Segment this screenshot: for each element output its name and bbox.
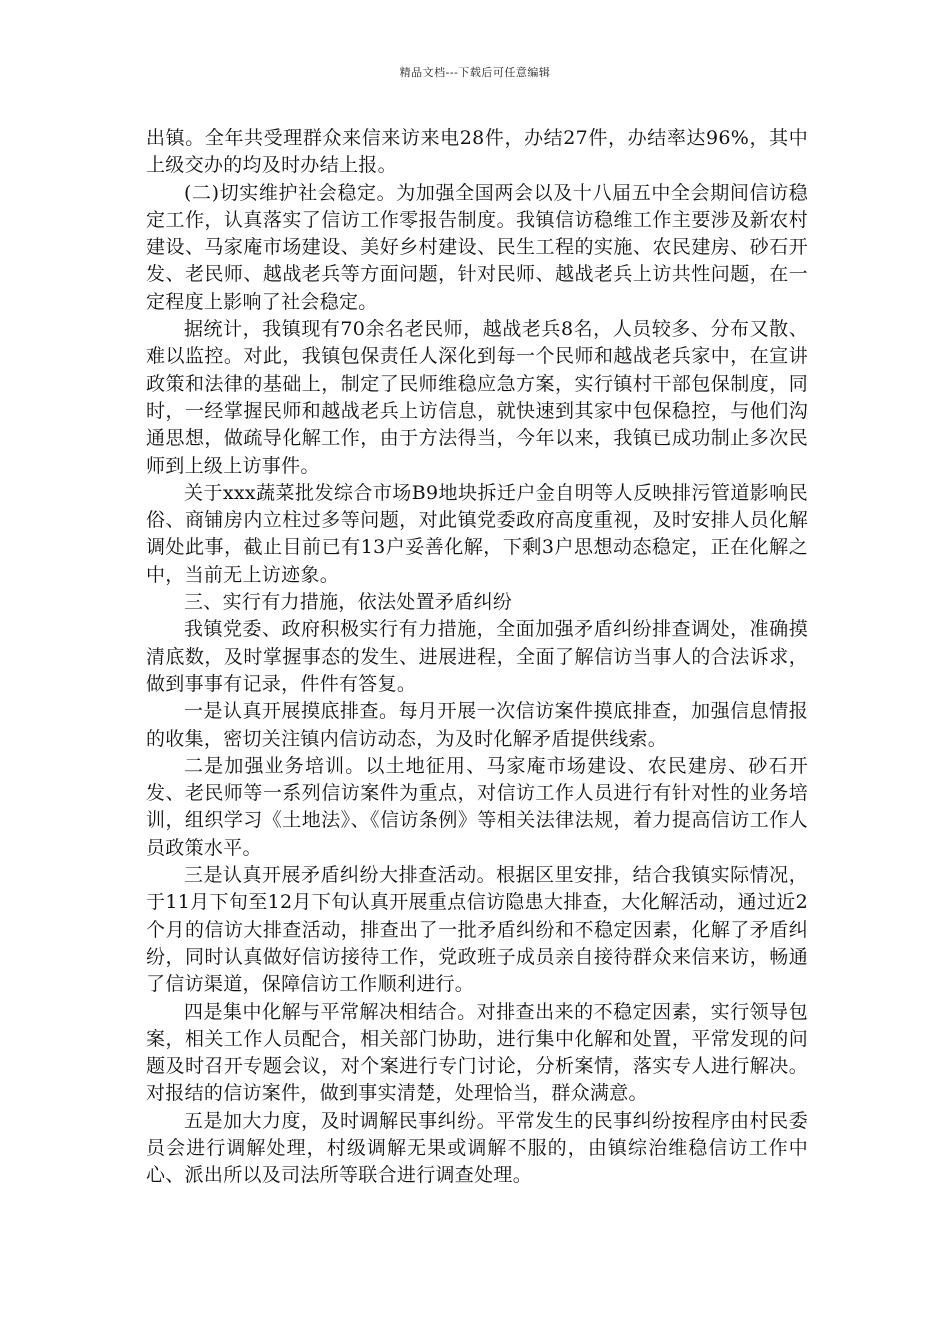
paragraph-10: 五是加大力度，及时调解民事纠纷。平常发生的民事纠纷按程序由村民委员会进行调解处理，村级调解无果或调解不服的，由镇综治维稳信访工作中心、派出所以及司法所等联合进行调查处理。 — [146, 1109, 808, 1187]
section-heading: 三、实行有力措施，依法处置矛盾纠纷 — [184, 591, 513, 614]
paragraph-9: 四是集中化解与平常解决相结合。对排查出来的不稳定因素，实行领导包案，相关工作人员配合，相关部门协助，进行集中化解和处置，平常发现的问题及时召开专题会议，对个案进行专门讨论，分析案情，落实专人进行解决。对报结的信访案件，做到事实清楚，处理恰当，群众满意。 — [146, 1000, 808, 1105]
document-body — [146, 125, 808, 1190]
paragraph-2: (二)切实维护社会稳定。为加强全国两会以及十八届五中全会期间信访稳定工作，认真落实了信访工作零报告制度。我镇信访稳维工作主要涉及新农村建设、马家庵市场建设、美好乡村建设、民生工程的实施、农民建房、砂石开发、老民师、越战老兵等方面问题，针对民师、越战老兵上访共性问题，在一定程度上影响了社会稳定。 — [146, 181, 808, 313]
page-header: 精品文档---下载后可任意编辑 — [399, 66, 551, 79]
paragraph-7: 二是加强业务培训。以土地征用、马家庵市场建设、农民建房、砂石开发、老民师等一系列信访案件为重点，对信访工作人员进行有针对性的业务培训，组织学习《土地法》、《信访条例》等相关法律法规，着力提高信访工作人员政策水平。 — [146, 754, 808, 859]
paragraph-1: 出镇。全年共受理群众来信来访来电28件，办结27件，办结率达96%，其中上级交办的均及时办结上报。 — [146, 127, 808, 177]
paragraph-3: 据统计，我镇现有70余名老民师，越战老兵8名，人员较多、分布又散、难以监控。对此，我镇包保责任人深化到每一个民师和越战老兵家中，在宣讲政策和法律的基础上，制定了民师维稳应急方案，实行镇村干部包保制度，同时，一经掌握民师和越战老兵上访信息，就快速到其家中包保稳控，与他们沟通思想，做疏导化解工作，由于方法得当，今年以来，我镇已成功制止多次民师到上级上访事件。 — [146, 318, 808, 477]
paragraph-8: 三是认真开展矛盾纠纷大排查活动。根据区里安排，结合我镇实际情况，于11月下旬至12月下旬认真开展重点信访隐患大排查，大化解活动，通过近2个月的信访大排查活动，排查出了一批矛盾纠纷和不稳定因素，化解了矛盾纠纷，同时认真做好信访接待工作，党政班子成员亲自接待群众来信来访，畅通了信访渠道，保障信访工作顺利进行。 — [146, 864, 808, 996]
paragraph-6: 一是认真开展摸底排查。每月开展一次信访案件摸底排查，加强信息情报的收集，密切关注镇内信访动态，为及时化解矛盾提供线索。 — [146, 700, 808, 750]
paragraph-4: 关于xxx蔬菜批发综合市场B9地块拆迁户金自明等人反映排污管道影响民俗、商铺房内立柱过多等问题，对此镇党委政府高度重视，及时安排人员化解调处此事，截止目前已有13户妥善化解，下剩3户思想动态稳定，正在化解之中，当前无上访迹象。 — [146, 481, 808, 586]
paragraph-5: 我镇党委、政府积极实行有力措施，全面加强矛盾纠纷排查调处，准确摸清底数，及时掌握事态的发生、进展进程，全面了解信访当事人的合法诉求，做到事事有记录，件件有答复。 — [146, 618, 808, 695]
